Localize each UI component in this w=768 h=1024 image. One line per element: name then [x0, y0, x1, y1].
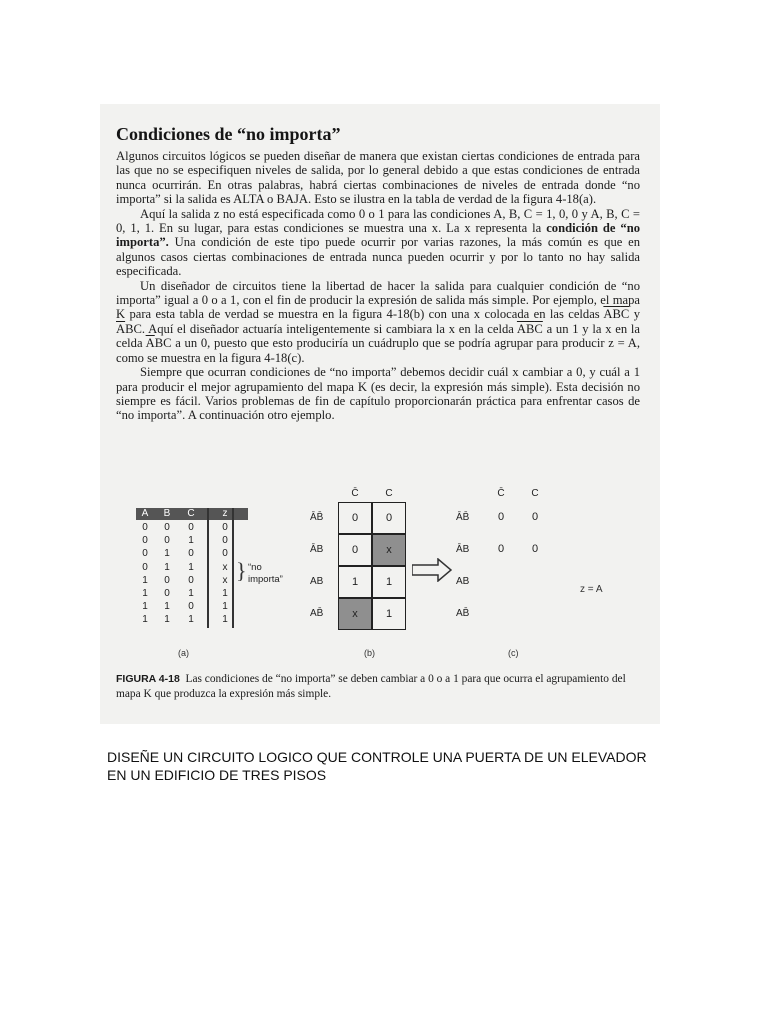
- kmap-row-label: ĀB: [456, 544, 470, 555]
- table-cell: 1: [188, 588, 194, 599]
- kmap-row-label: ĀB: [310, 544, 324, 555]
- table-divider: [207, 508, 209, 628]
- kmap-cell: [518, 598, 552, 630]
- table-cell: 0: [222, 548, 228, 560]
- table-cell: 1: [222, 614, 228, 626]
- kmap-cell: 0: [497, 511, 505, 523]
- arrow-icon: [412, 558, 452, 587]
- header-a: A: [141, 508, 149, 519]
- kmap-row-label: ĀB̄: [310, 512, 324, 523]
- prompt-line-1: DISEÑE UN CIRCUITO LOGICO QUE CONTROLE UNA PUERTA DE UN ELEVADOR: [107, 749, 647, 765]
- label-a: (a): [178, 648, 189, 658]
- kmap-row-label: AB̄: [310, 608, 324, 619]
- kmap-col-label: C: [531, 488, 539, 499]
- table-cell: 1: [188, 614, 194, 626]
- table-cell: 0: [222, 535, 228, 547]
- kmap-cell: 1: [372, 598, 406, 630]
- table-cell: 1: [142, 601, 148, 613]
- annotation-1: “no: [248, 562, 262, 573]
- table-cell: 1: [164, 601, 170, 613]
- expression-z-equals-a: z = A: [580, 584, 603, 595]
- table-cell: 0: [164, 522, 170, 533]
- kmap-cell: 1: [338, 566, 372, 598]
- table-cell: 1: [188, 535, 194, 547]
- kmap-cell: 0: [497, 543, 505, 555]
- paragraph-2: Aquí la salida z no está especificada como 0 o 1 para las condiciones A, B, C = 1, 0, 0 y A, B, C = 0, 1, 1. En su lugar, para estas condiciones se muestra una x. La x representa la condición de “no importa”. Una condición de este tipo puede ocurrir por varias razones, la más común es que en algunos casos ciertas combinaciones de entrada nunca pueden ocurrir y por lo tanto no hay salida especificada.: [116, 206, 640, 279]
- kmap-col-label: C: [385, 488, 393, 499]
- kmap-cell: [484, 598, 518, 630]
- kmap-row-label: AB: [310, 576, 324, 587]
- paragraph-3: Un diseñador de circuitos tiene la libertad de hacer la salida para cualquier condición de “no importa” igual a 0 o a 1, con el fin de producir la expresión de salida más simple. Por ejemplo, el mapa K para esta tabla de verdad se muestra en la figura 4-18(b) con una x colocada en las celdas $\overline{AB}\overline{C}$ y $\overline{A}BC$. Aquí el diseñador actuaría inteligentemente si cambiara la x en la celda $\overline{AB}\overline{C}$ a un 1 y la x en la celda $\overline{A}BC$ a un 0, puesto que esto produciría un cuádruplo que se podría agrupar para producir z = A, como se muestra en la figura 4-18(c).: [116, 278, 640, 365]
- kmap-col-label: C̄: [497, 488, 505, 499]
- table-cell: 1: [164, 614, 170, 626]
- section-heading: Condiciones de “no importa”: [116, 124, 341, 144]
- table-cell: 0: [188, 522, 194, 533]
- kmap-cell: 0: [372, 502, 406, 534]
- kmap-cell: 0: [338, 502, 372, 534]
- table-cell: 0: [188, 548, 194, 560]
- table-cell: 0: [188, 574, 194, 586]
- table-cell: 1: [164, 561, 170, 573]
- table-cell: 1: [142, 588, 148, 599]
- table-cell: 0: [222, 522, 228, 533]
- figure-caption-text: Las condiciones de “no importa” se deben cambiar a 0 o a 1 para que ocurra el agrupamiento del mapa K que produzca la expresión más simple.: [116, 673, 626, 701]
- brace-icon: }: [236, 558, 247, 583]
- table-cell: 1: [164, 548, 170, 560]
- paragraph-4: Siempre que ocurran condiciones de “no importa” debemos decidir cuál x cambiar a 0, y cuál a 1 para producir el mejor agrupamiento del mapa K (es decir, la expresión más simple). Esta decisión no siempre es fácil. Varios problemas de fin de capítulo proporcionarán práctica para enfrentar casos de “no importa”. A continuación otro ejemplo.: [116, 365, 640, 423]
- figure-4-18: [116, 486, 656, 666]
- figure-caption: [116, 672, 636, 702]
- kmap-cell: [518, 566, 552, 598]
- kmap-row-label: ĀB̄: [456, 512, 470, 523]
- header-c: C: [187, 508, 195, 519]
- kmap-cell: 1: [372, 566, 406, 598]
- body-text: [116, 149, 640, 423]
- kmap-col-label: C̄: [351, 488, 359, 499]
- kmap-cell: 0: [531, 543, 539, 555]
- paragraph-1: Algunos circuitos lógicos se pueden diseñar de manera que existan ciertas condiciones de entrada para las que no se especifiquen niveles de salida, por lo general debido a que estas condiciones de entrada nunca ocurrirán. En otras palabras, habrá ciertas combinaciones de niveles de entrada donde “no importa” si la salida es ALTA o BAJA. Esto se ilustra en la tabla de verdad de la figura 4-18(a).: [116, 149, 640, 207]
- table-cell: 1: [142, 574, 148, 586]
- kmap-row-label: AB̄: [456, 608, 470, 619]
- table-cell: 0: [142, 535, 148, 547]
- table-cell: 1: [222, 601, 228, 613]
- table-cell: 0: [164, 535, 170, 547]
- table-cell: 1: [222, 588, 228, 599]
- label-c: (c): [508, 648, 519, 658]
- kmap-cell: 0: [338, 534, 372, 566]
- table-cell: 0: [188, 601, 194, 613]
- table-cell: 0: [142, 561, 148, 573]
- table-cell: 0: [142, 522, 148, 533]
- figure-label: FIGURA 4-18: [116, 673, 180, 685]
- exercise-prompt: [107, 748, 687, 784]
- table-cell: x: [222, 574, 228, 586]
- kmap-row-label: AB: [456, 576, 470, 587]
- annotation-2: importa”: [248, 574, 283, 585]
- kmap-cell: [484, 566, 518, 598]
- table-cell: 0: [164, 588, 170, 599]
- table-cell: 1: [142, 614, 148, 626]
- label-b: (b): [364, 648, 375, 658]
- table-divider: [232, 508, 234, 628]
- kmap-cell: x: [338, 598, 372, 630]
- kmap-cell: x: [372, 534, 406, 566]
- table-cell: 1: [188, 561, 194, 573]
- table-cell: 0: [164, 574, 170, 586]
- header-b: B: [163, 508, 171, 519]
- table-cell: x: [222, 561, 228, 573]
- table-cell: 0: [142, 548, 148, 560]
- prompt-line-2: EN UN EDIFICIO DE TRES PISOS: [107, 767, 327, 783]
- header-z: z: [222, 508, 228, 519]
- kmap-cell: 0: [531, 511, 539, 523]
